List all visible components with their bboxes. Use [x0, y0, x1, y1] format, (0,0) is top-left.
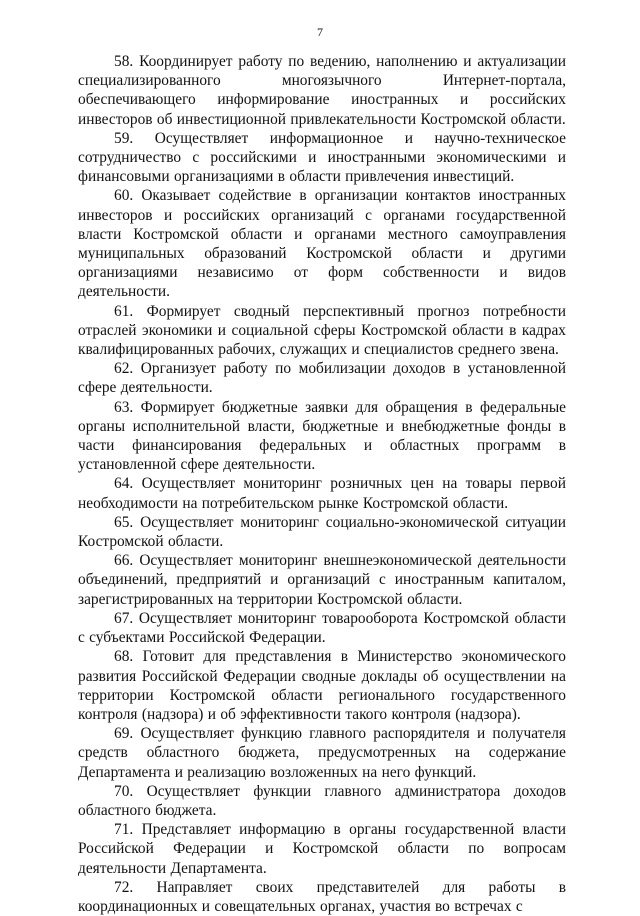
paragraph-63: 63. Формирует бюджетные заявки для обращения в федеральные органы исполнительной власти, бюджетные и внебюджетные фонды в части финансирования федеральных и областных программ в установленной сфере деятельности. [78, 398, 566, 474]
paragraph-61: 61. Формирует сводный перспективный прогноз потребности отраслей экономики и социальной сферы Костромской области в кадрах квалифицированных рабочих, служащих и специалистов среднего звена. [78, 302, 566, 359]
page-number: 7 [317, 25, 323, 39]
paragraph-65: 65. Осуществляет мониторинг социально-экономической ситуации Костромской области. [78, 513, 566, 551]
paragraph-72: 72. Направляет своих представителей для работы в координационных и совещательных органах, участия во встречах с [78, 878, 566, 915]
paragraph-71: 71. Представляет информацию в органы государственной власти Российской Федерации и Костромской области по вопросам деятельности Департамента. [78, 821, 566, 877]
paragraph-64: 64. Осуществляет мониторинг розничных цен на товары первой необходимости на потребительском рынке Костромской области. [78, 475, 566, 512]
paragraph-59: 59. Осуществляет информационное и научно-техническое сотрудничество с российскими и иностранными экономическими и финансовыми организациями в области привлечения инвестиций. [78, 129, 566, 186]
paragraph-60: 60. Оказывает содействие в организации контактов иностранных инвесторов и российских организаций с органами государственной власти Костромской области и органами местного самоуправления муниципальных образований Костромской области и другими организациями независимо от форм собственности и видов деятельности. [78, 187, 566, 301]
document-body [78, 52, 566, 916]
paragraph-69: 69. Осуществляет функцию главного распорядителя и получателя средств областного бюджета, предусмотренных на содержание Департамента и реализацию возложенных на него функций. [78, 725, 566, 781]
paragraph-62: 62. Организует работу по мобилизации доходов в установленной сфере деятельности. [78, 360, 566, 397]
paragraph-68: 68. Готовит для представления в Министерство экономического развития Российской Федерации сводные доклады об осуществлении на территории Костромской области регионального государственного контроля (надзора) и об эффективности такого контроля (надзора). [78, 648, 566, 723]
paragraph-67: 67. Осуществляет мониторинг товарооборота Костромской области с субъектами Российской Федерации. [78, 609, 566, 647]
paragraph-70: 70. Осуществляет функции главного администратора доходов областного бюджета. [78, 782, 566, 819]
paragraph-58: 58. Координирует работу по ведению, наполнению и актуализации специализированного многоязычного Интернет-портала, обеспечивающего информирование иностранных и российских инвесторов об инвестиционной привлекательности Костромской области. [78, 53, 566, 128]
paragraph-66: 66. Осуществляет мониторинг внешнеэкономической деятельности объединений, предприятий и организаций с иностранным капиталом, зарегистрированных на территории Костромской области. [78, 552, 566, 608]
